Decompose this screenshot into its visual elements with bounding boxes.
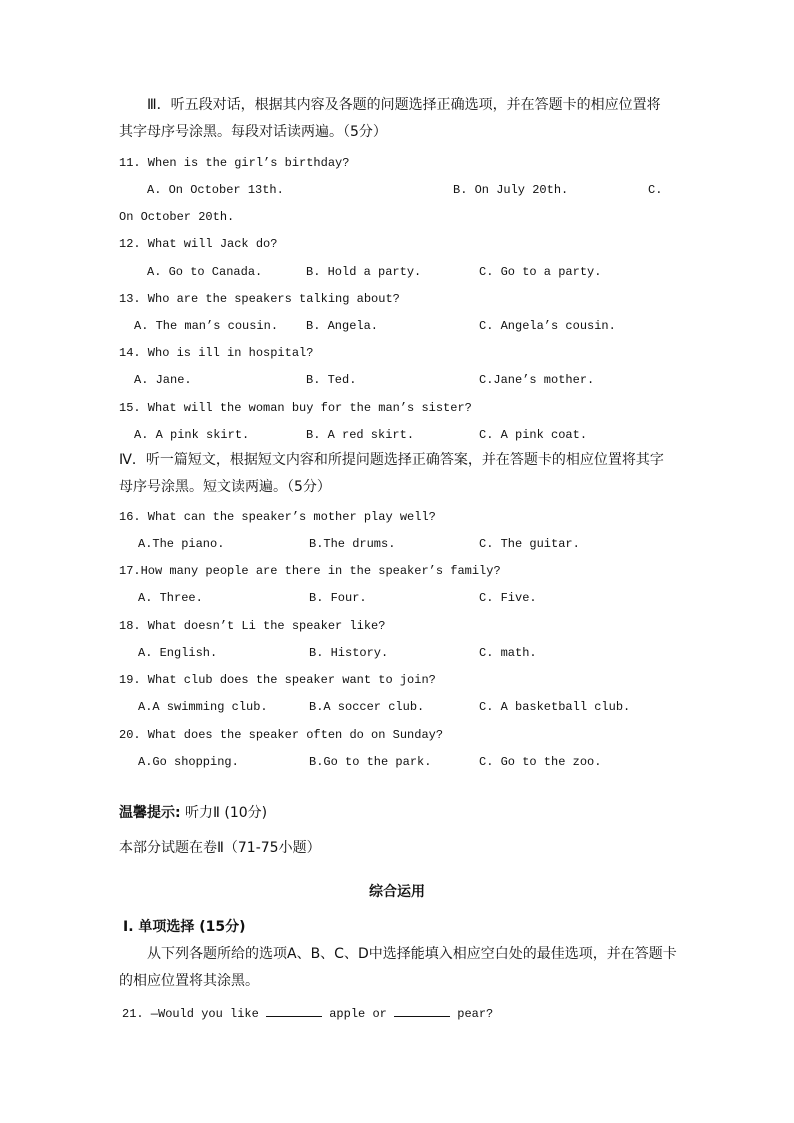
question-16-stem: 16. What can the speaker’s mother play well?	[119, 510, 436, 524]
question-18-stem: 18. What doesn’t Li the speaker like?	[119, 619, 386, 633]
question-14-option-b: B. Ted.	[306, 373, 357, 387]
question-20-option-c: C. Go to the zoo.	[479, 755, 602, 769]
question-12-option-a: A. Go to Canada.	[147, 265, 263, 279]
question-21-text-3: pear?	[450, 1007, 494, 1021]
section-4-instruction-line1: Ⅳ．听一篇短文，根据短文内容和所提问题选择正确答案，并在答题卡的相应位置将其字	[119, 452, 664, 468]
question-11-option-c: C.	[648, 183, 663, 197]
question-13-option-a: A. The man’s cousin.	[134, 319, 279, 333]
question-12-option-b: B. Hold a party.	[306, 265, 422, 279]
question-11-option-c-continued: On October 20th.	[119, 210, 235, 224]
question-19-option-c: C. A basketball club.	[479, 700, 631, 714]
question-15-option-c: C. A pink coat.	[479, 428, 588, 442]
question-20-option-a: A.Go shopping.	[138, 755, 239, 769]
question-11-stem: 11. When is the girl’s birthday?	[119, 156, 350, 170]
question-14-option-c: C.Jane’s mother.	[479, 373, 595, 387]
question-13-option-b: B. Angela.	[306, 319, 379, 333]
question-17-option-a: A. Three.	[138, 591, 203, 605]
question-21-text-1: 21. —Would you like	[122, 1007, 267, 1021]
question-15-stem: 15. What will the woman buy for the man’s sister?	[119, 401, 472, 415]
question-17-stem: 17.How many people are there in the speaker’s family?	[119, 564, 501, 578]
part-1-instruction-line1: 从下列各题所给的选项A、B、C、D中选择能填入相应空白处的最佳选项，并在答题卡	[147, 946, 677, 962]
question-20-option-b: B.Go to the park.	[309, 755, 432, 769]
tip-note: 本部分试题在卷Ⅱ（71-75小题）	[119, 840, 321, 856]
section-3-instruction-line1: Ⅲ．听五段对话，根据其内容及各题的问题选择正确选项，并在答题卡的相应位置将	[147, 97, 661, 113]
question-15-option-b: B. A red skirt.	[306, 428, 415, 442]
question-12-stem: 12. What will Jack do?	[119, 237, 278, 251]
question-16-option-c: C. The guitar.	[479, 537, 580, 551]
question-18-option-b: B. History.	[309, 646, 389, 660]
question-13-option-c: C. Angela’s cousin.	[479, 319, 616, 333]
question-13-stem: 13. Who are the speakers talking about?	[119, 292, 400, 306]
listening-tip	[119, 806, 267, 820]
question-16-option-a: A.The piano.	[138, 537, 225, 551]
question-17-option-c: C. Five.	[479, 591, 537, 605]
question-21-stem	[122, 1006, 493, 1020]
question-18-option-a: A. English.	[138, 646, 218, 660]
question-14-option-a: A. Jane.	[134, 373, 192, 387]
question-16-option-b: B.The drums.	[309, 537, 396, 551]
question-21-blank-2	[394, 1006, 450, 1017]
question-11-option-a: A. On October 13th.	[147, 183, 284, 197]
part-1-heading: Ⅰ. 单项选择 (15分)	[123, 919, 246, 935]
question-20-stem: 20. What does the speaker often do on Sunday?	[119, 728, 444, 742]
part-1-instruction-line2: 的相应位置将其涂黑。	[119, 973, 259, 989]
question-11-option-b: B. On July 20th.	[453, 183, 569, 197]
section-4-instruction-line2: 母序号涂黑。短文读两遍。（5分）	[119, 479, 331, 495]
question-17-option-b: B. Four.	[309, 591, 367, 605]
tip-text: 听力Ⅱ (10分)	[180, 805, 268, 821]
question-19-option-a: A.A swimming club.	[138, 700, 268, 714]
question-21-text-2: apple or	[322, 1007, 395, 1021]
question-18-option-c: C. math.	[479, 646, 537, 660]
section-title: 综合运用	[369, 884, 425, 900]
tip-label: 温馨提示:	[119, 805, 181, 821]
question-14-stem: 14. Who is ill in hospital?	[119, 346, 314, 360]
question-19-option-b: B.A soccer club.	[309, 700, 425, 714]
question-15-option-a: A. A pink skirt.	[134, 428, 250, 442]
section-3-instruction-line2: 其字母序号涂黑。每段对话读两遍。（5分）	[119, 124, 387, 140]
question-19-stem: 19. What club does the speaker want to join?	[119, 673, 436, 687]
question-12-option-c: C. Go to a party.	[479, 265, 602, 279]
question-21-blank-1	[266, 1006, 322, 1017]
